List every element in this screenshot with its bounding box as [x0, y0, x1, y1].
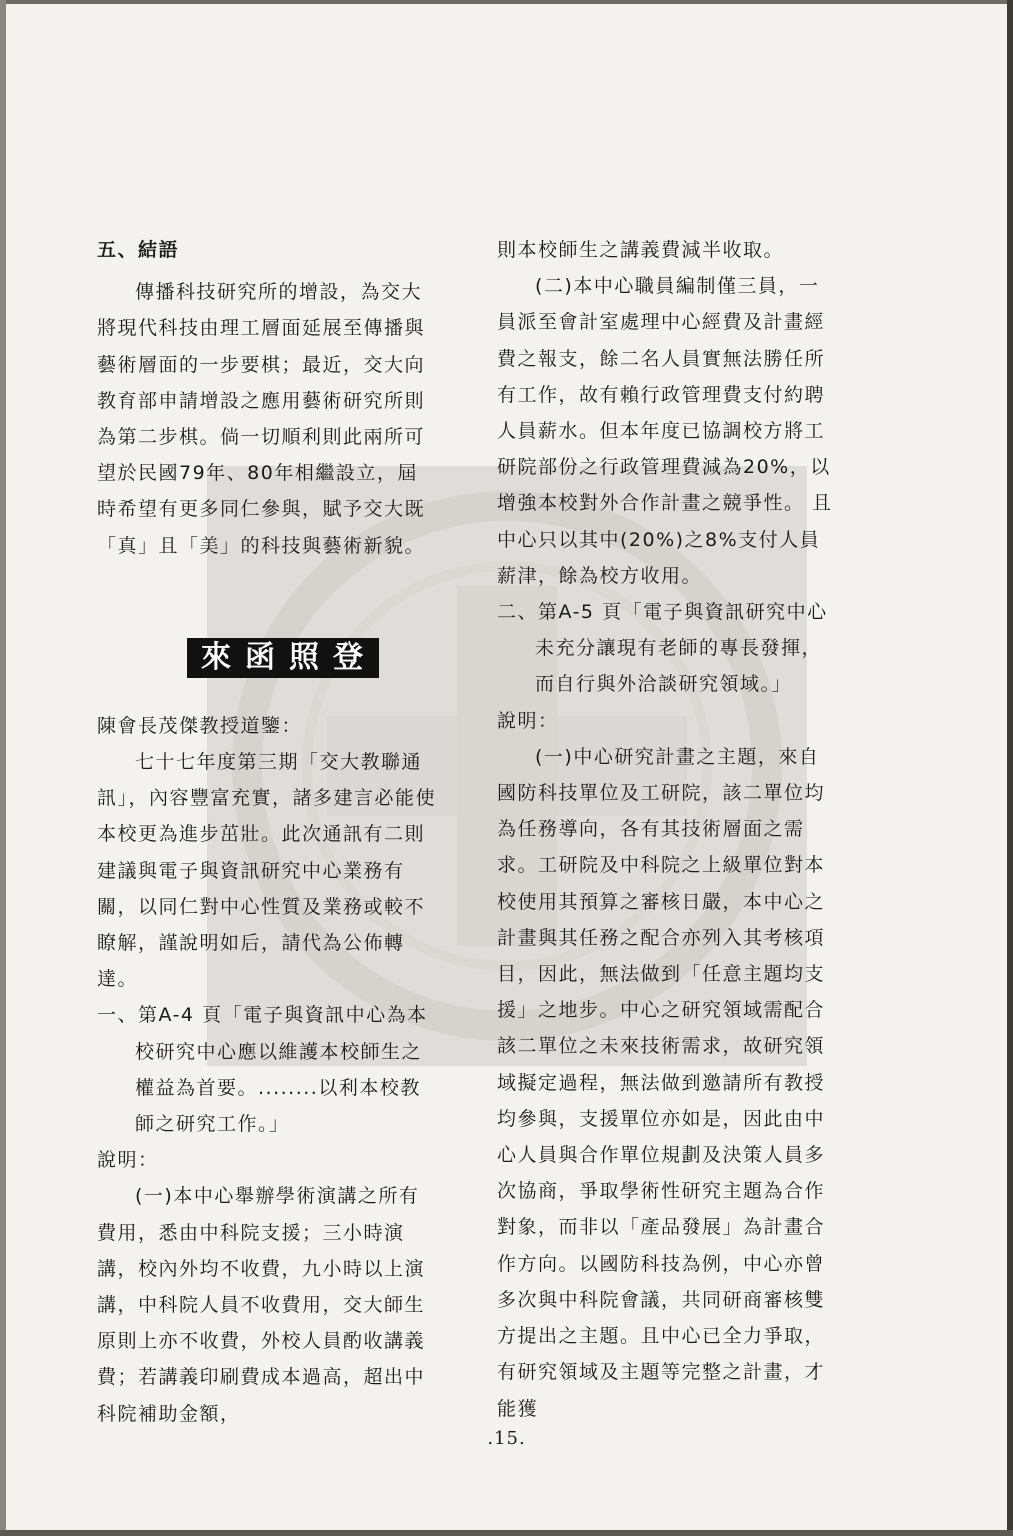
page-edge-left — [0, 0, 6, 1536]
continued-paragraph: 則本校師生之講義費減半收取。 — [497, 239, 785, 261]
section-heading-conclusion: 五、結語 — [97, 239, 180, 261]
explanation-label: 說明： — [97, 1149, 159, 1172]
explanation-paragraph-2: (二)本中心職員編制僅三員，一員派至會計室處理中心經費及計畫經費之報支，餘二名人員實無法勝任所有工作，故有賴行政管理費支付約聘人員薪水。但本年度已協調校方將工研院部份之行政管理費減為20%，以增強本校對外合作計畫之競爭性。 且中心只以其中(20%)之8%支付人員薪津，餘為校方收用。 — [497, 275, 833, 587]
page-number: .15. — [487, 1428, 526, 1449]
explanation-paragraph-1: (一)本中心舉辦學術演講之所有費用，悉由中科院支援；三小時演講，校內外均不收費，九小時以上演講，中科院人員不收費用，交大師生原則上亦不收費，外校人員酌收講義費；若講義印刷費成本過高，超出中科院補助金額， — [97, 1185, 426, 1425]
page-edge-right — [1007, 0, 1013, 1536]
right-column — [497, 232, 837, 1427]
letter-intro-paragraph: 七十七年度第三期「交大教聯通訊」，內容豐富充實，諸多建言必能使本校更為進步茁壯。此次通訊有二則建議與電子與資訊研究中心業務有關，以同仁對中心性質及業務或較不瞭解，謹說明如后，請代為公佈轉達。 — [97, 751, 437, 991]
page-edge-top — [0, 0, 1013, 4]
page-edge-bottom — [0, 1530, 1013, 1536]
letters-banner: 來函照登 — [187, 638, 379, 678]
letter-salutation: 陳會長茂傑教授道鑒： — [97, 714, 303, 737]
letter-item-1: 一、第A-4 頁「電子與資訊中心為本校研究中心應以維護本校師生之權益為首要。........以利本校教師之研究工作。」 — [97, 1004, 428, 1136]
letter-item-2: 二、第A-5 頁「電子與資訊研究中心未充分讓現有老師的專長發揮，而自行與外洽談研究領域。」 — [497, 601, 828, 696]
explanation-paragraph-3: (一)中心研究計畫之主題，來自國防科技單位及工研院，該二單位均為任務導向，各有其技術層面之需求。工研院及中科院之上級單位對本校使用其預算之審核日嚴，本中心之計畫與其任務之配合亦列入其考核項目，因此，無法做到「任意主題均支援」之地步。中心之研究領域需配合該二單位之未來技術需求，故研究領域擬定過程，無法做到邀請所有教授均參與，支援單位亦如是，因此由中心人員與合作單位規劃及決策人員多次協商，爭取學術性研究主題為合作對象，而非以「產品發展」為計畫合作方向。以國防科技為例，中心亦曾多次與中科院會議，共同研商審核雙方提出之主題。且中心已全力爭取，有研究領域及主題等完整之計畫，才能獲 — [497, 745, 826, 1420]
conclusion-paragraph: 傳播科技研究所的增設，為交大將現代科技由理工層面延展至傳播與藝術層面的一步要棋；最近，交大向教育部申請增設之應用藝術研究所則為第二步棋。倘一切順利則此兩所可望於民國79年、80年相繼設立，屆時希望有更多同仁參與，賦予交大既「真」且「美」的科技與藝術新貌。 — [97, 281, 426, 557]
left-column — [97, 232, 437, 1432]
explanation-label-2: 說明： — [497, 709, 559, 732]
